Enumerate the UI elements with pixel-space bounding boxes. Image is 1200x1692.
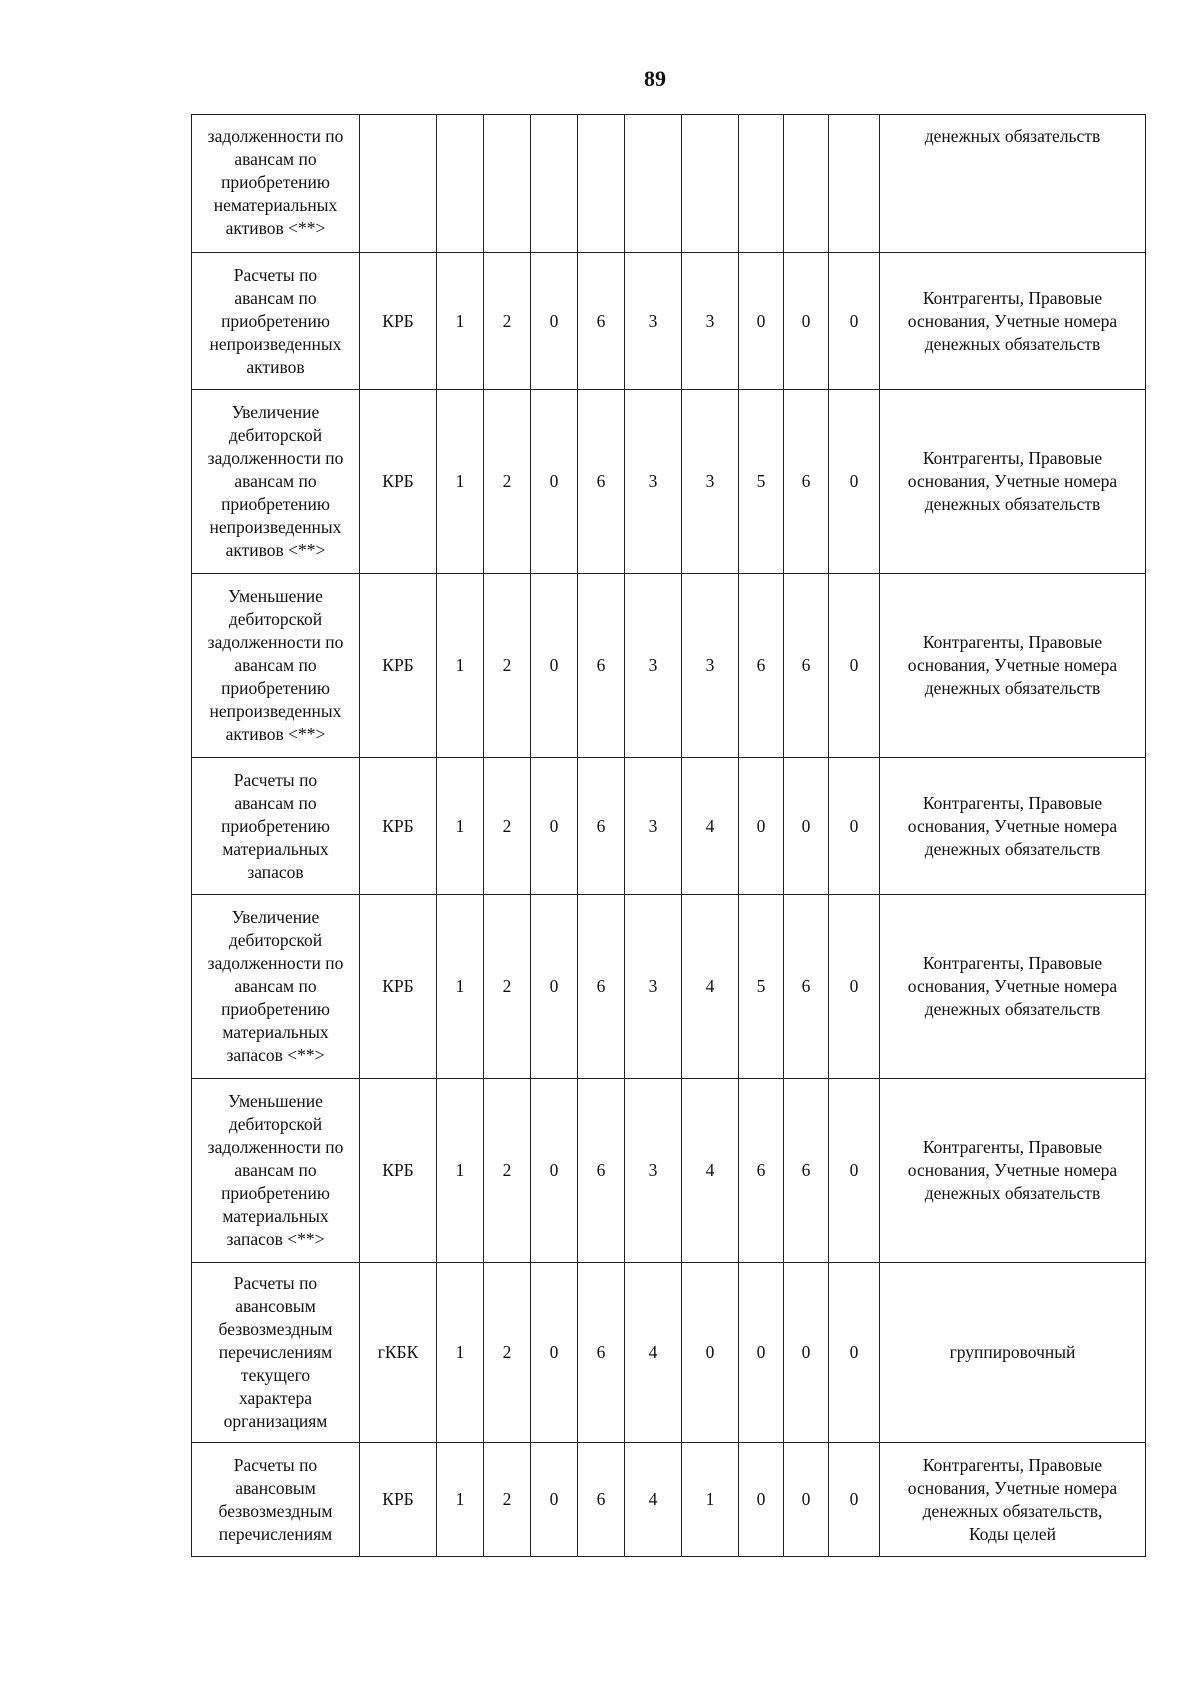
account-name-cell (192, 1079, 360, 1263)
account-name-line: задолженности по (207, 126, 344, 146)
code-digit-cell: 0 (531, 1443, 578, 1557)
table-row (192, 574, 1146, 758)
account-type-cell: КРБ (360, 895, 437, 1079)
account-name-cell (192, 1443, 360, 1557)
analytics-cell (880, 1443, 1146, 1557)
code-digit-cell (784, 115, 829, 253)
account-name-line: авансам по (234, 792, 317, 813)
code-digit-cell: 6 (784, 390, 829, 574)
account-name-line: приобретению (221, 815, 330, 836)
account-type-cell: КРБ (360, 758, 437, 895)
analytics-line: денежных обязательств (924, 494, 1101, 514)
account-name-cell (192, 574, 360, 758)
account-name-line: авансам по (234, 149, 317, 169)
account-name-line: авансам по (234, 655, 317, 675)
account-name-line: запасов <**> (226, 1045, 325, 1065)
analytics-line: денежных обязательств (924, 333, 1101, 354)
code-digit-cell: 0 (784, 253, 829, 390)
account-name-line: нематериальных (213, 195, 338, 215)
account-name-line: непроизведенных (209, 517, 342, 537)
table-body (192, 115, 1146, 1557)
account-name-line: задолженности по (207, 1137, 344, 1157)
analytics-line: Контрагенты, Правовые (922, 448, 1103, 468)
code-digit-cell: 0 (531, 758, 578, 895)
account-name-line: авансовым (235, 1296, 316, 1316)
code-digit-cell: 4 (625, 1263, 682, 1443)
account-name-cell (192, 390, 360, 574)
account-name-line: приобретению (221, 172, 330, 192)
account-name-cell (192, 895, 360, 1079)
code-digit-cell: 0 (531, 895, 578, 1079)
analytics-line: основания, Учетные номера (907, 976, 1118, 996)
code-digit-cell: 2 (484, 1079, 531, 1263)
code-digit-cell: 6 (578, 1443, 625, 1557)
code-digit-cell: 6 (578, 1079, 625, 1263)
account-name-line: авансам по (234, 1160, 317, 1180)
code-digit-cell (484, 115, 531, 253)
code-digit-cell: 0 (829, 758, 880, 895)
code-digit-cell: 0 (829, 253, 880, 390)
code-digit-cell: 4 (682, 758, 739, 895)
code-digit-cell: 1 (682, 1443, 739, 1557)
code-digit-cell: 0 (829, 1079, 880, 1263)
table-row (192, 253, 1146, 390)
code-digit-cell: 0 (531, 253, 578, 390)
code-digit-cell (739, 115, 784, 253)
analytics-cell (880, 390, 1146, 574)
code-digit-cell: 0 (531, 574, 578, 758)
analytics-line: денежных обязательств, (922, 1500, 1103, 1521)
code-digit-cell: 6 (784, 895, 829, 1079)
code-digit-cell: 2 (484, 758, 531, 895)
code-digit-cell: 3 (625, 574, 682, 758)
account-name-line: дебиторской (228, 1114, 323, 1134)
code-digit-cell: 0 (784, 758, 829, 895)
table-row (192, 390, 1146, 574)
account-name-line: непроизведенных (209, 701, 342, 721)
analytics-line: денежных обязательств (924, 838, 1101, 859)
analytics-line: Контрагенты, Правовые (922, 287, 1103, 308)
code-digit-cell: 3 (682, 390, 739, 574)
analytics-line: денежных обязательств (924, 678, 1101, 698)
code-digit-cell: 6 (739, 1079, 784, 1263)
analytics-cell (880, 253, 1146, 390)
code-digit-cell: 0 (784, 1443, 829, 1557)
account-name-line: задолженности по (207, 632, 344, 652)
account-name-line: авансам по (234, 976, 317, 996)
code-digit-cell: 6 (578, 253, 625, 390)
account-type-cell: КРБ (360, 253, 437, 390)
account-name-line: запасов (247, 861, 304, 882)
code-digit-cell: 1 (437, 758, 484, 895)
account-name-line: текущего (240, 1365, 311, 1385)
analytics-line: основания, Учетные номера (907, 1477, 1118, 1498)
account-name-line: Расчеты по (233, 769, 318, 790)
code-digit-cell: 2 (484, 1443, 531, 1557)
account-type-cell: КРБ (360, 574, 437, 758)
account-name-line: приобретению (221, 1183, 330, 1203)
code-digit-cell: 2 (484, 895, 531, 1079)
analytics-line: Коды целей (968, 1523, 1057, 1544)
account-name-line: Уменьшение (228, 586, 323, 606)
code-digit-cell: 3 (625, 390, 682, 574)
table-row (192, 895, 1146, 1079)
code-digit-cell: 2 (484, 253, 531, 390)
code-digit-cell: 0 (739, 1263, 784, 1443)
analytics-line: основания, Учетные номера (907, 310, 1118, 331)
account-name-line: непроизведенных (209, 333, 342, 354)
code-digit-cell: 2 (484, 390, 531, 574)
account-name-line: материальных (222, 1206, 329, 1226)
code-digit-cell: 1 (437, 895, 484, 1079)
analytics-line: Контрагенты, Правовые (922, 1454, 1103, 1475)
code-digit-cell: 3 (682, 253, 739, 390)
account-name-line: приобретению (221, 678, 330, 698)
analytics-line: Контрагенты, Правовые (922, 632, 1103, 652)
account-name-cell (192, 1263, 360, 1443)
analytics-line: денежных обязательств (924, 1183, 1101, 1203)
account-name-line: безвозмездным (218, 1319, 333, 1339)
account-type-cell: КРБ (360, 1079, 437, 1263)
account-name-line: Уменьшение (228, 1091, 323, 1111)
table-row (192, 1263, 1146, 1443)
code-digit-cell: 0 (682, 1263, 739, 1443)
account-name-line: безвозмездным (218, 1500, 333, 1521)
account-name-line: дебиторской (228, 930, 323, 950)
code-digit-cell: 1 (437, 1263, 484, 1443)
code-digit-cell: 0 (829, 390, 880, 574)
account-type-cell: гКБК (360, 1263, 437, 1443)
analytics-line: денежных обязательств (924, 999, 1101, 1019)
code-digit-cell: 6 (578, 758, 625, 895)
code-digit-cell: 6 (739, 574, 784, 758)
code-digit-cell: 0 (739, 1443, 784, 1557)
code-digit-cell: 5 (739, 895, 784, 1079)
analytics-cell (880, 1263, 1146, 1443)
code-digit-cell: 3 (625, 758, 682, 895)
account-name-line: Расчеты по (233, 1454, 318, 1475)
account-name-line: организациям (223, 1411, 328, 1431)
table-row (192, 758, 1146, 895)
analytics-line: Контрагенты, Правовые (922, 792, 1103, 813)
account-name-cell (192, 115, 360, 253)
account-name-line: Расчеты по (233, 264, 318, 285)
account-name-line: материальных (222, 838, 329, 859)
account-name-line: Расчеты по (233, 1273, 318, 1293)
analytics-cell (880, 758, 1146, 895)
account-name-line: приобретению (221, 999, 330, 1019)
analytics-cell (880, 1079, 1146, 1263)
code-digit-cell: 6 (578, 390, 625, 574)
code-digit-cell (531, 115, 578, 253)
analytics-line: основания, Учетные номера (907, 471, 1118, 491)
analytics-cell (880, 115, 1146, 253)
code-digit-cell: 5 (739, 390, 784, 574)
code-digit-cell: 0 (829, 1443, 880, 1557)
analytics-line: Контрагенты, Правовые (922, 953, 1103, 973)
account-type-cell (360, 115, 437, 253)
code-digit-cell: 3 (625, 895, 682, 1079)
accounts-table (191, 114, 1146, 1557)
code-digit-cell (682, 115, 739, 253)
account-name-line: активов <**> (225, 218, 326, 238)
table-row (192, 115, 1146, 253)
code-digit-cell: 6 (578, 1263, 625, 1443)
account-name-line: задолженности по (207, 953, 344, 973)
table-row (192, 1079, 1146, 1263)
table-row (192, 1443, 1146, 1557)
code-digit-cell (829, 115, 880, 253)
account-name-line: Увеличение (231, 402, 320, 422)
code-digit-cell (578, 115, 625, 253)
code-digit-cell (437, 115, 484, 253)
account-name-line: авансовым (235, 1477, 316, 1498)
code-digit-cell: 1 (437, 253, 484, 390)
account-name-line: авансам по (234, 471, 317, 491)
account-name-line: характера (238, 1388, 312, 1408)
account-name-line: дебиторской (228, 425, 323, 445)
analytics-line: Контрагенты, Правовые (922, 1137, 1103, 1157)
account-name-cell (192, 253, 360, 390)
code-digit-cell: 6 (784, 574, 829, 758)
code-digit-cell: 1 (437, 390, 484, 574)
account-name-line: активов (246, 356, 305, 377)
code-digit-cell: 3 (625, 253, 682, 390)
analytics-line: денежных обязательств (924, 126, 1101, 146)
analytics-line: основания, Учетные номера (907, 815, 1118, 836)
code-digit-cell: 0 (829, 574, 880, 758)
code-digit-cell: 0 (739, 253, 784, 390)
code-digit-cell: 2 (484, 1263, 531, 1443)
account-name-line: перечислениям (218, 1523, 333, 1544)
analytics-cell (880, 895, 1146, 1079)
code-digit-cell: 6 (578, 574, 625, 758)
page-number: 89 (644, 66, 666, 91)
code-digit-cell: 3 (682, 574, 739, 758)
account-name-line: активов <**> (225, 540, 326, 560)
account-name-line: перечислениям (218, 1342, 333, 1362)
code-digit-cell (625, 115, 682, 253)
account-name-line: приобретению (221, 310, 330, 331)
code-digit-cell: 6 (784, 1079, 829, 1263)
code-digit-cell: 2 (484, 574, 531, 758)
account-name-line: запасов <**> (226, 1229, 325, 1249)
analytics-line: основания, Учетные номера (907, 1160, 1118, 1180)
account-name-cell (192, 758, 360, 895)
account-name-line: дебиторской (228, 609, 323, 629)
code-digit-cell: 0 (784, 1263, 829, 1443)
account-name-line: материальных (222, 1022, 329, 1042)
account-name-line: задолженности по (207, 448, 344, 468)
code-digit-cell: 0 (531, 1079, 578, 1263)
account-type-cell: КРБ (360, 1443, 437, 1557)
analytics-line: группировочный (949, 1342, 1076, 1362)
code-digit-cell: 4 (682, 1079, 739, 1263)
code-digit-cell: 3 (625, 1079, 682, 1263)
code-digit-cell: 1 (437, 574, 484, 758)
account-name-line: активов <**> (225, 724, 326, 744)
account-type-cell: КРБ (360, 390, 437, 574)
code-digit-cell: 1 (437, 1443, 484, 1557)
code-digit-cell: 1 (437, 1079, 484, 1263)
code-digit-cell: 4 (682, 895, 739, 1079)
analytics-line: основания, Учетные номера (907, 655, 1118, 675)
account-name-line: авансам по (234, 287, 317, 308)
code-digit-cell: 0 (829, 895, 880, 1079)
account-name-line: Увеличение (231, 907, 320, 927)
code-digit-cell: 0 (829, 1263, 880, 1443)
code-digit-cell: 0 (739, 758, 784, 895)
code-digit-cell: 6 (578, 895, 625, 1079)
code-digit-cell: 0 (531, 390, 578, 574)
analytics-cell (880, 574, 1146, 758)
code-digit-cell: 4 (625, 1443, 682, 1557)
code-digit-cell: 0 (531, 1263, 578, 1443)
account-name-line: приобретению (221, 494, 330, 514)
